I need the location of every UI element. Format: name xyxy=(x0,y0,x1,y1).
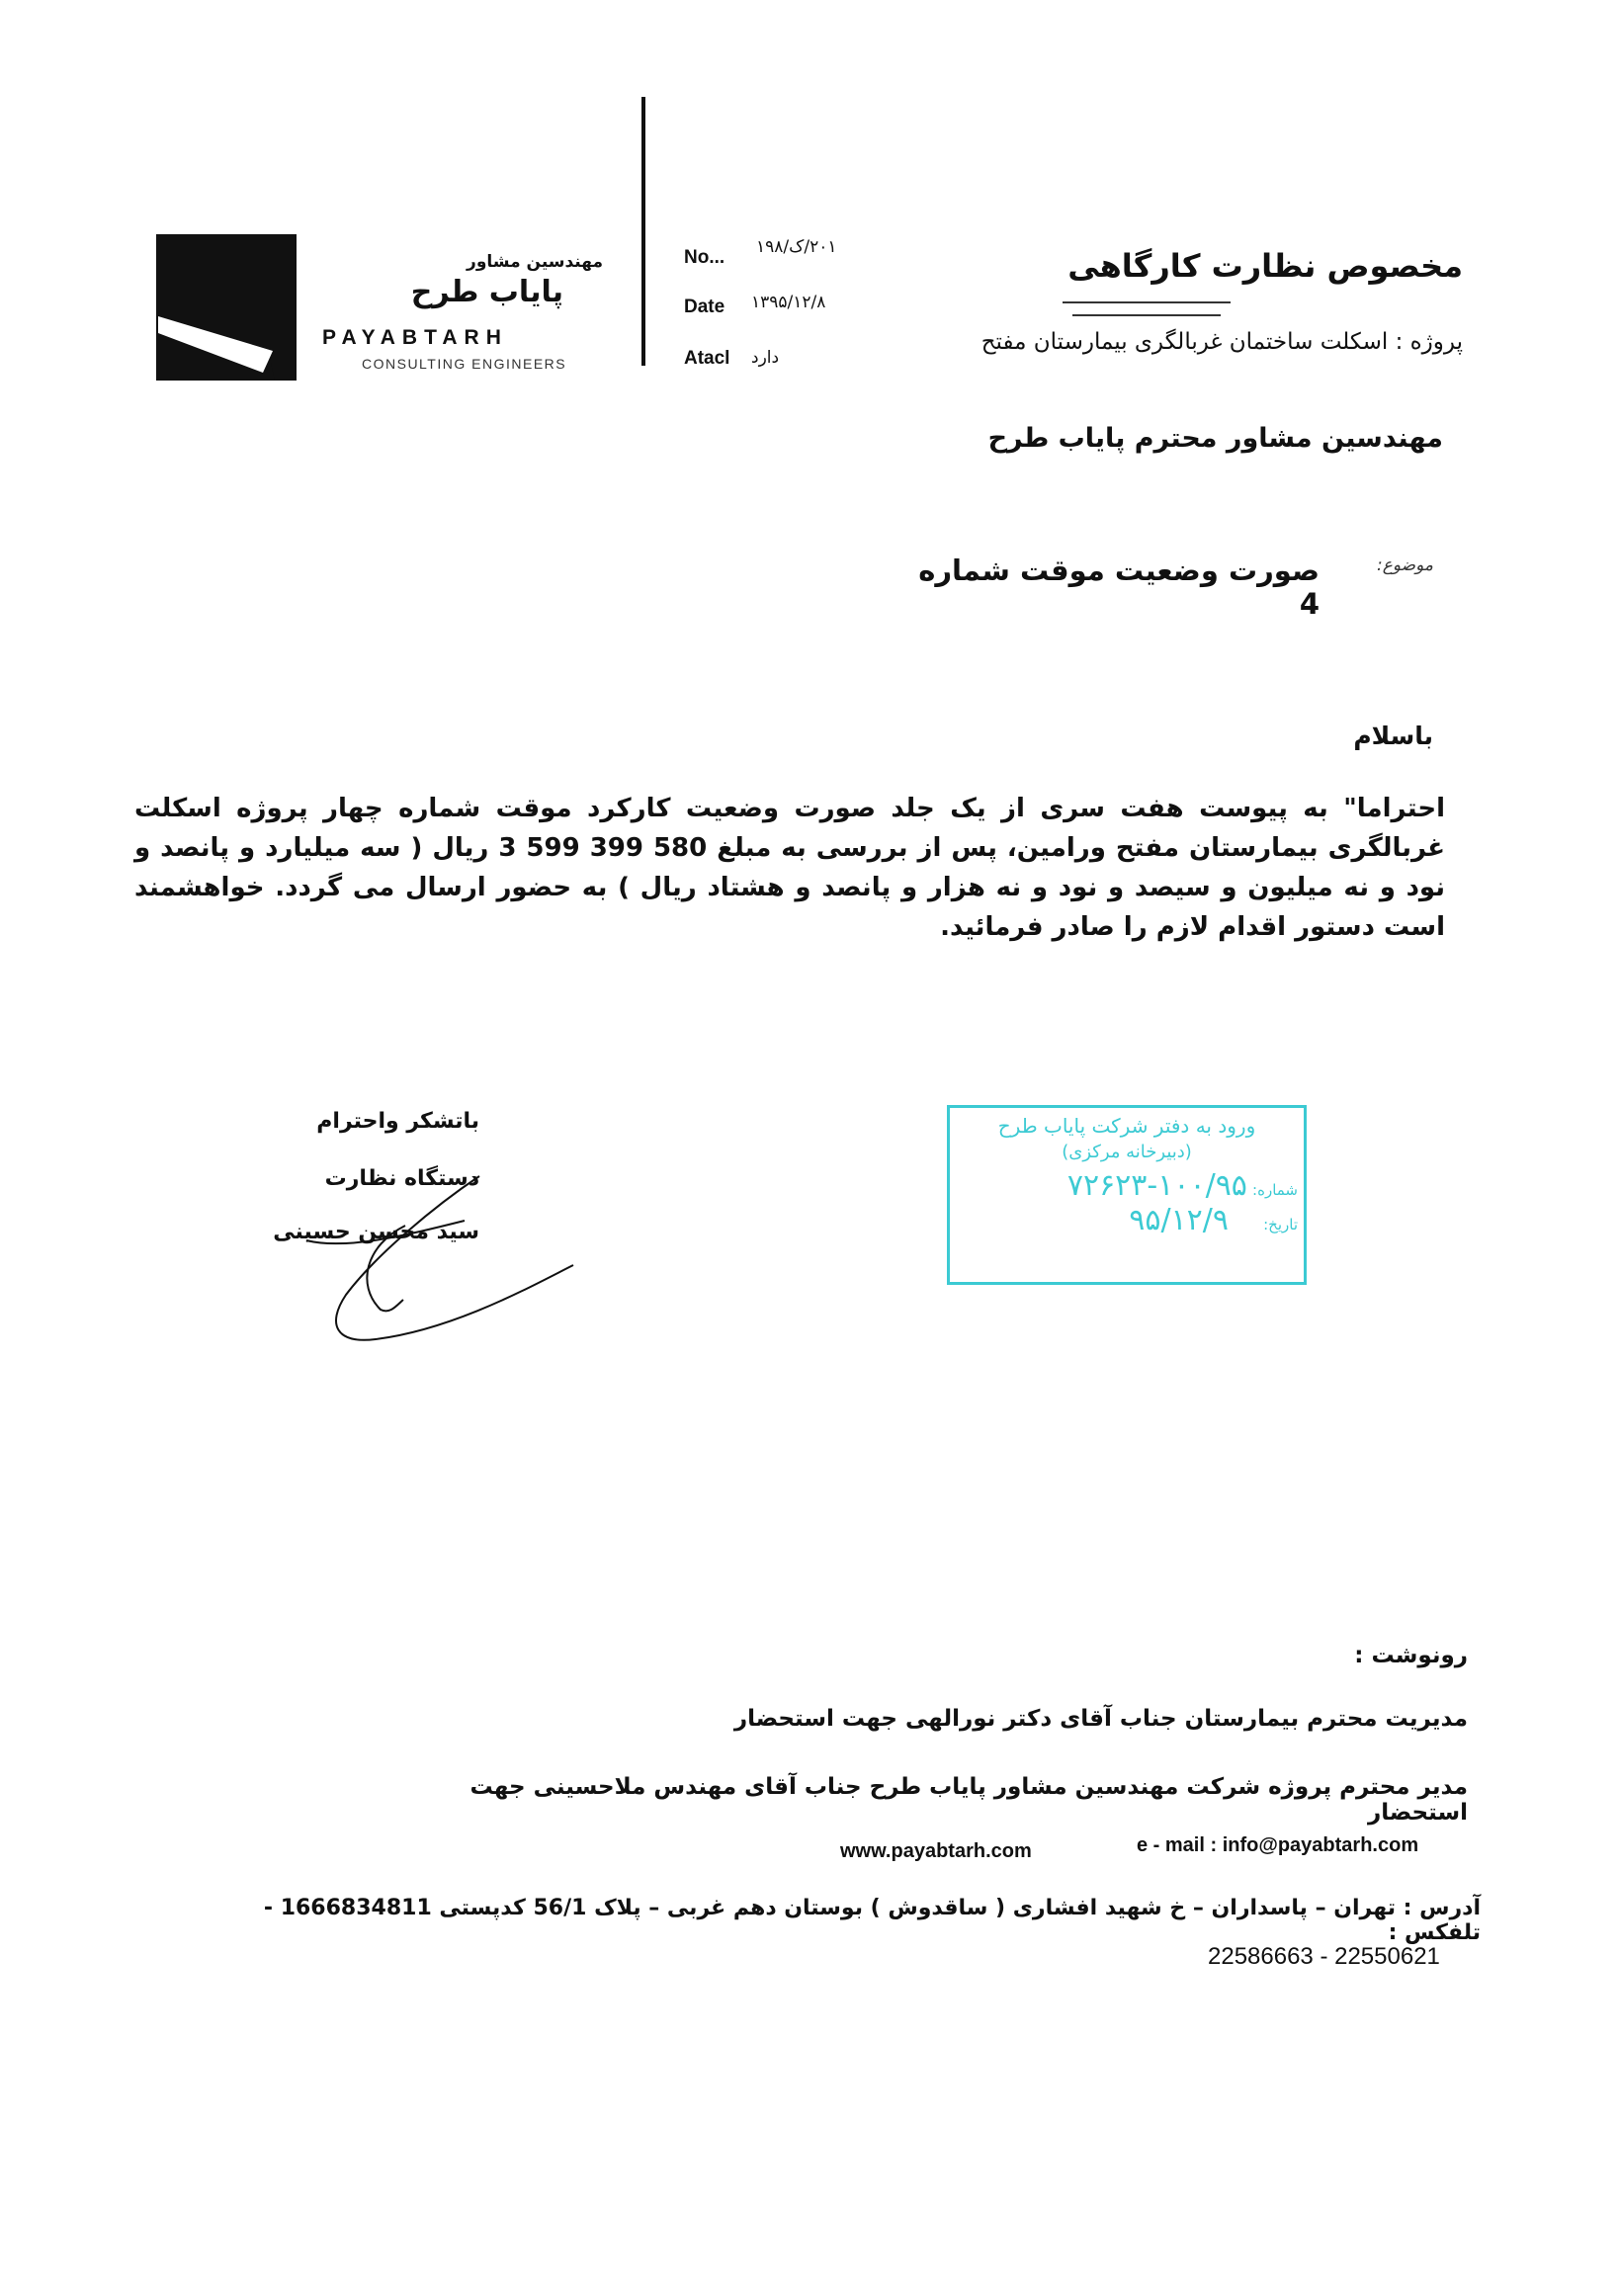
logo-english-subtitle: CONSULTING ENGINEERS xyxy=(362,356,567,372)
stamp-line2: (دبیرخانه مرکزی) xyxy=(1062,1142,1192,1162)
cc-item: مدیریت محترم بیمارستان جناب آقای دکتر نورالهی جهت استحضار xyxy=(733,1706,1468,1732)
website-link[interactable]: www.payabtarh.com xyxy=(840,1840,1032,1862)
company-logo xyxy=(156,234,297,381)
header-divider xyxy=(641,97,645,366)
date-value: ۱۳۹۵/۱۲/۸ xyxy=(751,293,826,312)
date-label: Date xyxy=(684,297,725,317)
phone-numbers: 22586663 - 22550621 xyxy=(1208,1943,1440,1970)
cc-label: رونوشت : xyxy=(1354,1643,1468,1668)
logo-persian-subtitle: مهندسین مشاور xyxy=(467,252,603,272)
signer-name: سید محسن حسینی xyxy=(273,1220,479,1244)
stamp-date-label: تاریخ: xyxy=(1263,1216,1298,1233)
attachment-label: Atacl xyxy=(684,348,730,369)
department: دستگاه نظارت xyxy=(324,1166,479,1191)
logo-english-name: PAYABTARH xyxy=(322,326,508,349)
email-link[interactable]: e - mail : info@payabtarh.com xyxy=(1137,1834,1419,1856)
number-label: No... xyxy=(684,247,725,268)
salutation: باسلام xyxy=(1353,722,1433,750)
attachment-value: دارد xyxy=(751,348,780,368)
title-underline xyxy=(1063,301,1231,303)
letter-body: احتراما" به پیوست هفت سری از یک جلد صورت وضعیت کارکرد موقت شماره چهار پروژه اسکلت غربالگری بیمارستان مفتح ورامین، پس از بررسی به مبلغ 580 399 599 3 ریال ( سه میلیارد و پانصد و نود و نه میلیون و سیصد و نود و نه هزار و پانصد و هشتاد ریال ) به حضور ارسال می گردد. خواهشمند است دستور اقدام لازم را صادر فرمائید. xyxy=(134,794,1445,942)
logo-persian-name: پایاب طرح xyxy=(410,275,563,309)
number-value: ۲۰۱/ک/۱۹۸ xyxy=(756,237,837,257)
subject: صورت وضعیت موقت شماره 4 xyxy=(918,553,1320,621)
received-stamp xyxy=(947,1105,1307,1285)
subject-label: موضوع: xyxy=(1377,555,1433,575)
signature xyxy=(287,1166,583,1344)
project-line: پروژه : اسکلت ساختمان غربالگری بیمارستان مفتح xyxy=(980,329,1463,355)
cc-item: مدیر محترم پروژه شرکت مهندسین مشاور پایاب طرح جناب آقای مهندس ملاحسینی جهت استحضار xyxy=(469,1774,1468,1826)
closing: باتشکر واحترام xyxy=(316,1109,479,1134)
stamp-date-value: ۹۵/۱۲/۹ xyxy=(1129,1203,1229,1237)
addressee: مهندسین مشاور محترم پایاب طرح xyxy=(987,423,1443,454)
letter-title: مخصوص نظارت کارگاهی xyxy=(1067,247,1463,285)
title-underline xyxy=(1072,314,1221,316)
stamp-line1: ورود به دفتر شرکت پایاب طرح xyxy=(997,1114,1256,1138)
address: آدرس : تهران – پاسداران – خ شهید افشاری ( ساقدوش ) بوستان دهم غربی – پلاک 56/1 کدپستی 1666834811 - تلفکس : xyxy=(263,1896,1481,1945)
stamp-number-label: شماره: xyxy=(1252,1181,1298,1199)
stamp-number-value: ۱۰۰/۹۵-۷۲۶۲۳ xyxy=(1066,1168,1247,1203)
